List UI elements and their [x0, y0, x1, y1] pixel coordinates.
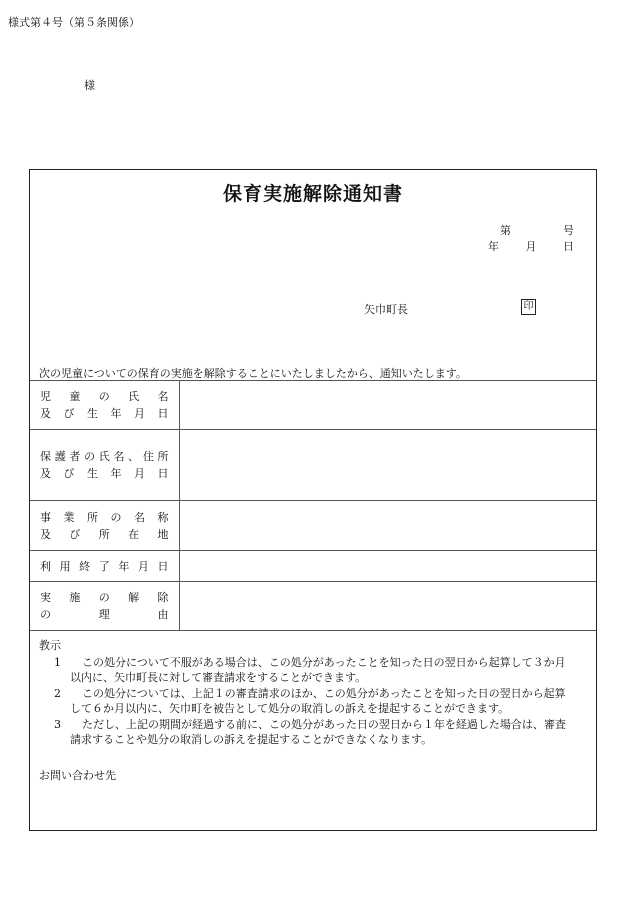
notice-heading: 教示 [39, 639, 61, 652]
row-label [30, 501, 179, 551]
label-line: の 理 由 [40, 608, 169, 622]
appeal-notice-section [30, 630, 596, 782]
child-name-birth-value [179, 381, 596, 430]
reason-value [179, 582, 596, 631]
table-row [30, 430, 596, 501]
document-title: 保育実施解除通知書 [222, 183, 403, 205]
number-suffix: 号 [563, 224, 574, 237]
label-line: 利 用 終 了 年 月 日 [40, 559, 169, 573]
label-line: 及 び 生 年 月 日 [40, 407, 169, 420]
row-label [30, 430, 179, 501]
label-line: 及 び 所 在 地 [40, 527, 169, 541]
notice-item [54, 655, 574, 685]
table-row [30, 501, 596, 551]
intro-text: 次の児童についての保育の実施を解除することにいたしましたから、通知いたします。 [39, 367, 467, 380]
date-year: 年 [488, 240, 499, 253]
date-day: 日 [563, 240, 574, 253]
document-number-line [500, 222, 574, 238]
label-line: 保 護 者 の 氏 名 、 住 所 [40, 450, 169, 463]
row-label [30, 582, 179, 631]
table-row [30, 551, 596, 582]
table-row [30, 582, 596, 631]
guardian-info-value [179, 430, 596, 501]
item-text: ただし、上記の期間が経過する前に、この処分があった日の翌日から１年を経過した場合は、審査請求することや処分の取消しの訴えを提起することができなくなります。 [70, 718, 566, 746]
item-number: 1 [54, 656, 61, 669]
facility-info-value [179, 501, 596, 551]
number-prefix: 第 [500, 224, 511, 237]
item-number: 2 [54, 687, 61, 700]
child-info-table [30, 380, 596, 631]
notice-item [54, 717, 574, 747]
item-text: この処分については、上記１の審査請求のほか、この処分があったことを知った日の翌日から起算して６か月以内に、矢巾町を被告として処分の取消しの訴えを提起することができます。 [70, 687, 566, 715]
item-text: この処分について不服がある場合は、この処分があったことを知った日の翌日から起算して３か月以内に、矢巾町長に対して審査請求をすることができます。 [70, 656, 566, 684]
item-number: 3 [54, 718, 61, 731]
label-line: 実 施 の 解 除 [40, 591, 169, 605]
row-label [30, 381, 179, 430]
end-date-value [179, 551, 596, 582]
label-line: 及 び 生 年 月 日 [40, 467, 169, 480]
issuer-name: 矢巾町長 [364, 303, 408, 316]
document-date-line [488, 238, 574, 254]
seal-mark: 印 [521, 299, 536, 315]
table-row [30, 381, 596, 430]
date-month: 月 [525, 240, 537, 253]
form-number-label: 様式第４号（第５条関係） [8, 16, 140, 29]
contact-label: お問い合わせ先 [39, 769, 116, 782]
addressee-suffix: 様 [84, 79, 95, 92]
label-line: 児 童 の 氏 名 [40, 390, 169, 403]
label-line: 事 業 所 の 名 称 [40, 510, 169, 524]
notice-item [54, 686, 574, 716]
row-label [30, 551, 179, 582]
notice-frame [29, 169, 597, 831]
